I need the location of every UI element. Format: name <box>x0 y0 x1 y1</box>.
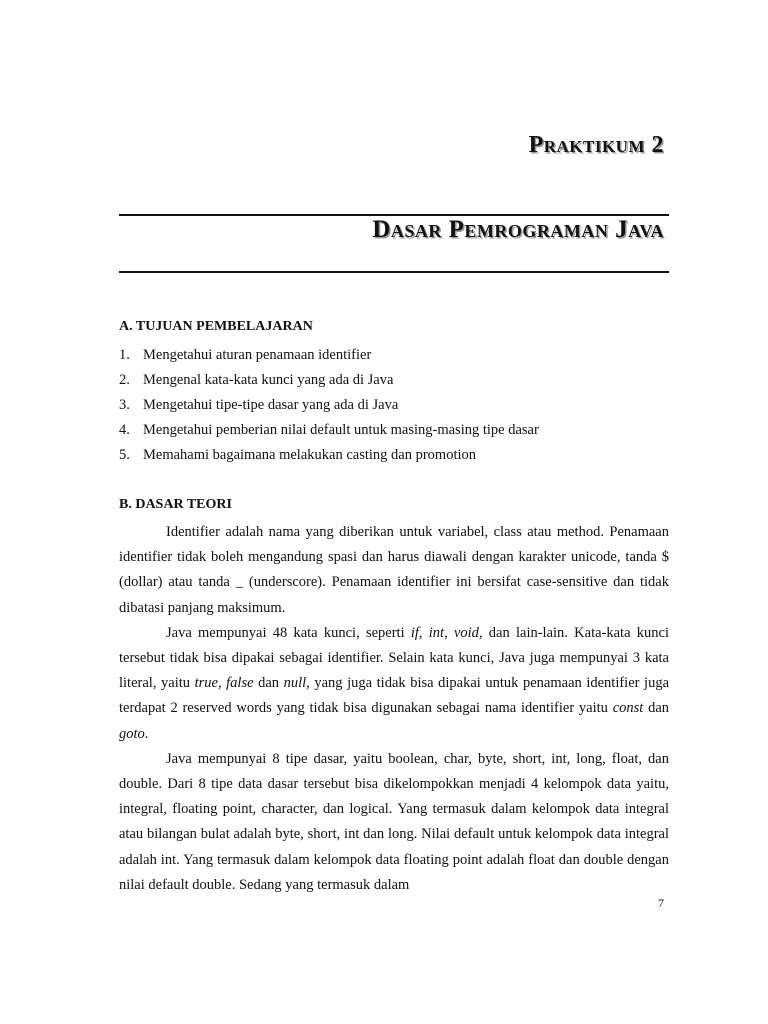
document-title: Dasar Pemrograman Java <box>372 216 664 243</box>
list-item-number: 1. <box>119 347 130 363</box>
reserved-const: const <box>612 700 644 717</box>
list-item-number: 5. <box>119 447 130 463</box>
list-item-text: Mengetahui pemberian nilai default untuk masing-masing tipe dasar <box>143 422 539 438</box>
title-rule-bottom <box>119 271 669 273</box>
section-a-heading: A. TUJUAN PEMBELAJARAN <box>119 319 313 334</box>
list-item-text: Mengetahui aturan penamaan identifier <box>143 347 372 363</box>
reserved-goto: goto <box>119 725 145 742</box>
paragraph-identifier: Identifier adalah nama yang diberikan untuk variabel, class atau method. Penamaan identifier tidak boleh mengandung spasi dan harus diawali dengan karakter unicode, tanda $ (dollar) atau tanda _ (underscore). Penamaan identifier ini bersifat case-sensitive dan tidak dibatasi panjang maksimum. <box>119 524 669 616</box>
text-run: , <box>418 624 429 641</box>
text-run: , <box>217 675 227 692</box>
text-run: . <box>144 725 149 742</box>
section-learning-objectives <box>119 317 669 468</box>
list-item <box>119 368 669 393</box>
list-item <box>119 418 669 443</box>
keyword-if: if <box>410 624 419 641</box>
list-item <box>119 393 669 418</box>
text-run: Java mempunyai 48 kata kunci, seperti <box>166 624 411 641</box>
list-item <box>119 443 669 468</box>
section-basic-theory <box>119 495 669 898</box>
text-run: , <box>444 624 454 641</box>
text-run: dan <box>253 675 284 692</box>
list-item-text: Memahami bagaimana melakukan casting dan promotion <box>143 447 476 463</box>
list-item-text: Mengenal kata-kata kunci yang ada di Java <box>143 372 394 388</box>
text-run: , dan lain-lain. Kata-kata kunci tersebut tidak bisa dipakai sebagai identifier. Selain kata kunci, Java juga mempunyai 3 kata literal, yaitu <box>119 624 669 692</box>
paragraph-keywords <box>119 621 669 747</box>
list-item-number: 2. <box>119 372 130 388</box>
list-item-number: 3. <box>119 397 130 413</box>
literal-false: false <box>226 675 254 692</box>
page-number: 7 <box>658 896 664 910</box>
text-run: , yang juga tidak bisa dipakai untuk penamaan identifier juga terdapat 2 reserved words yang tidak bisa digunakan sebagai nama identifier yaitu <box>119 675 670 717</box>
literal-null: null <box>283 675 307 692</box>
chapter-title: Praktikum 2 <box>528 132 664 158</box>
section-b-heading: B. DASAR TEORI <box>119 497 232 512</box>
literal-true: true <box>194 675 218 692</box>
keyword-void: void <box>453 624 479 641</box>
objectives-list <box>119 343 669 468</box>
paragraph-primitive-types: Java mempunyai 8 tipe dasar, yaitu boolean, char, byte, short, int, long, float, dan double. Dari 8 tipe data dasar tersebut bisa dikelompokkan menjadi 4 kelompok data yaitu, integral, floating point, character, dan logical. Yang termasuk dalam kelompok data integral atau bilangan bulat adalah byte, short, int dan long. Nilai default untuk kelompok data integral adalah int. Yang termasuk dalam kelompok data floating point adalah float dan double dengan nilai default double. Sedang yang termasuk dalam <box>119 750 669 893</box>
keyword-int: int <box>428 624 445 641</box>
list-item <box>119 343 669 368</box>
list-item-number: 4. <box>119 422 130 438</box>
text-run: dan <box>643 700 670 717</box>
list-item-text: Mengetahui tipe-tipe dasar yang ada di Java <box>143 397 399 413</box>
